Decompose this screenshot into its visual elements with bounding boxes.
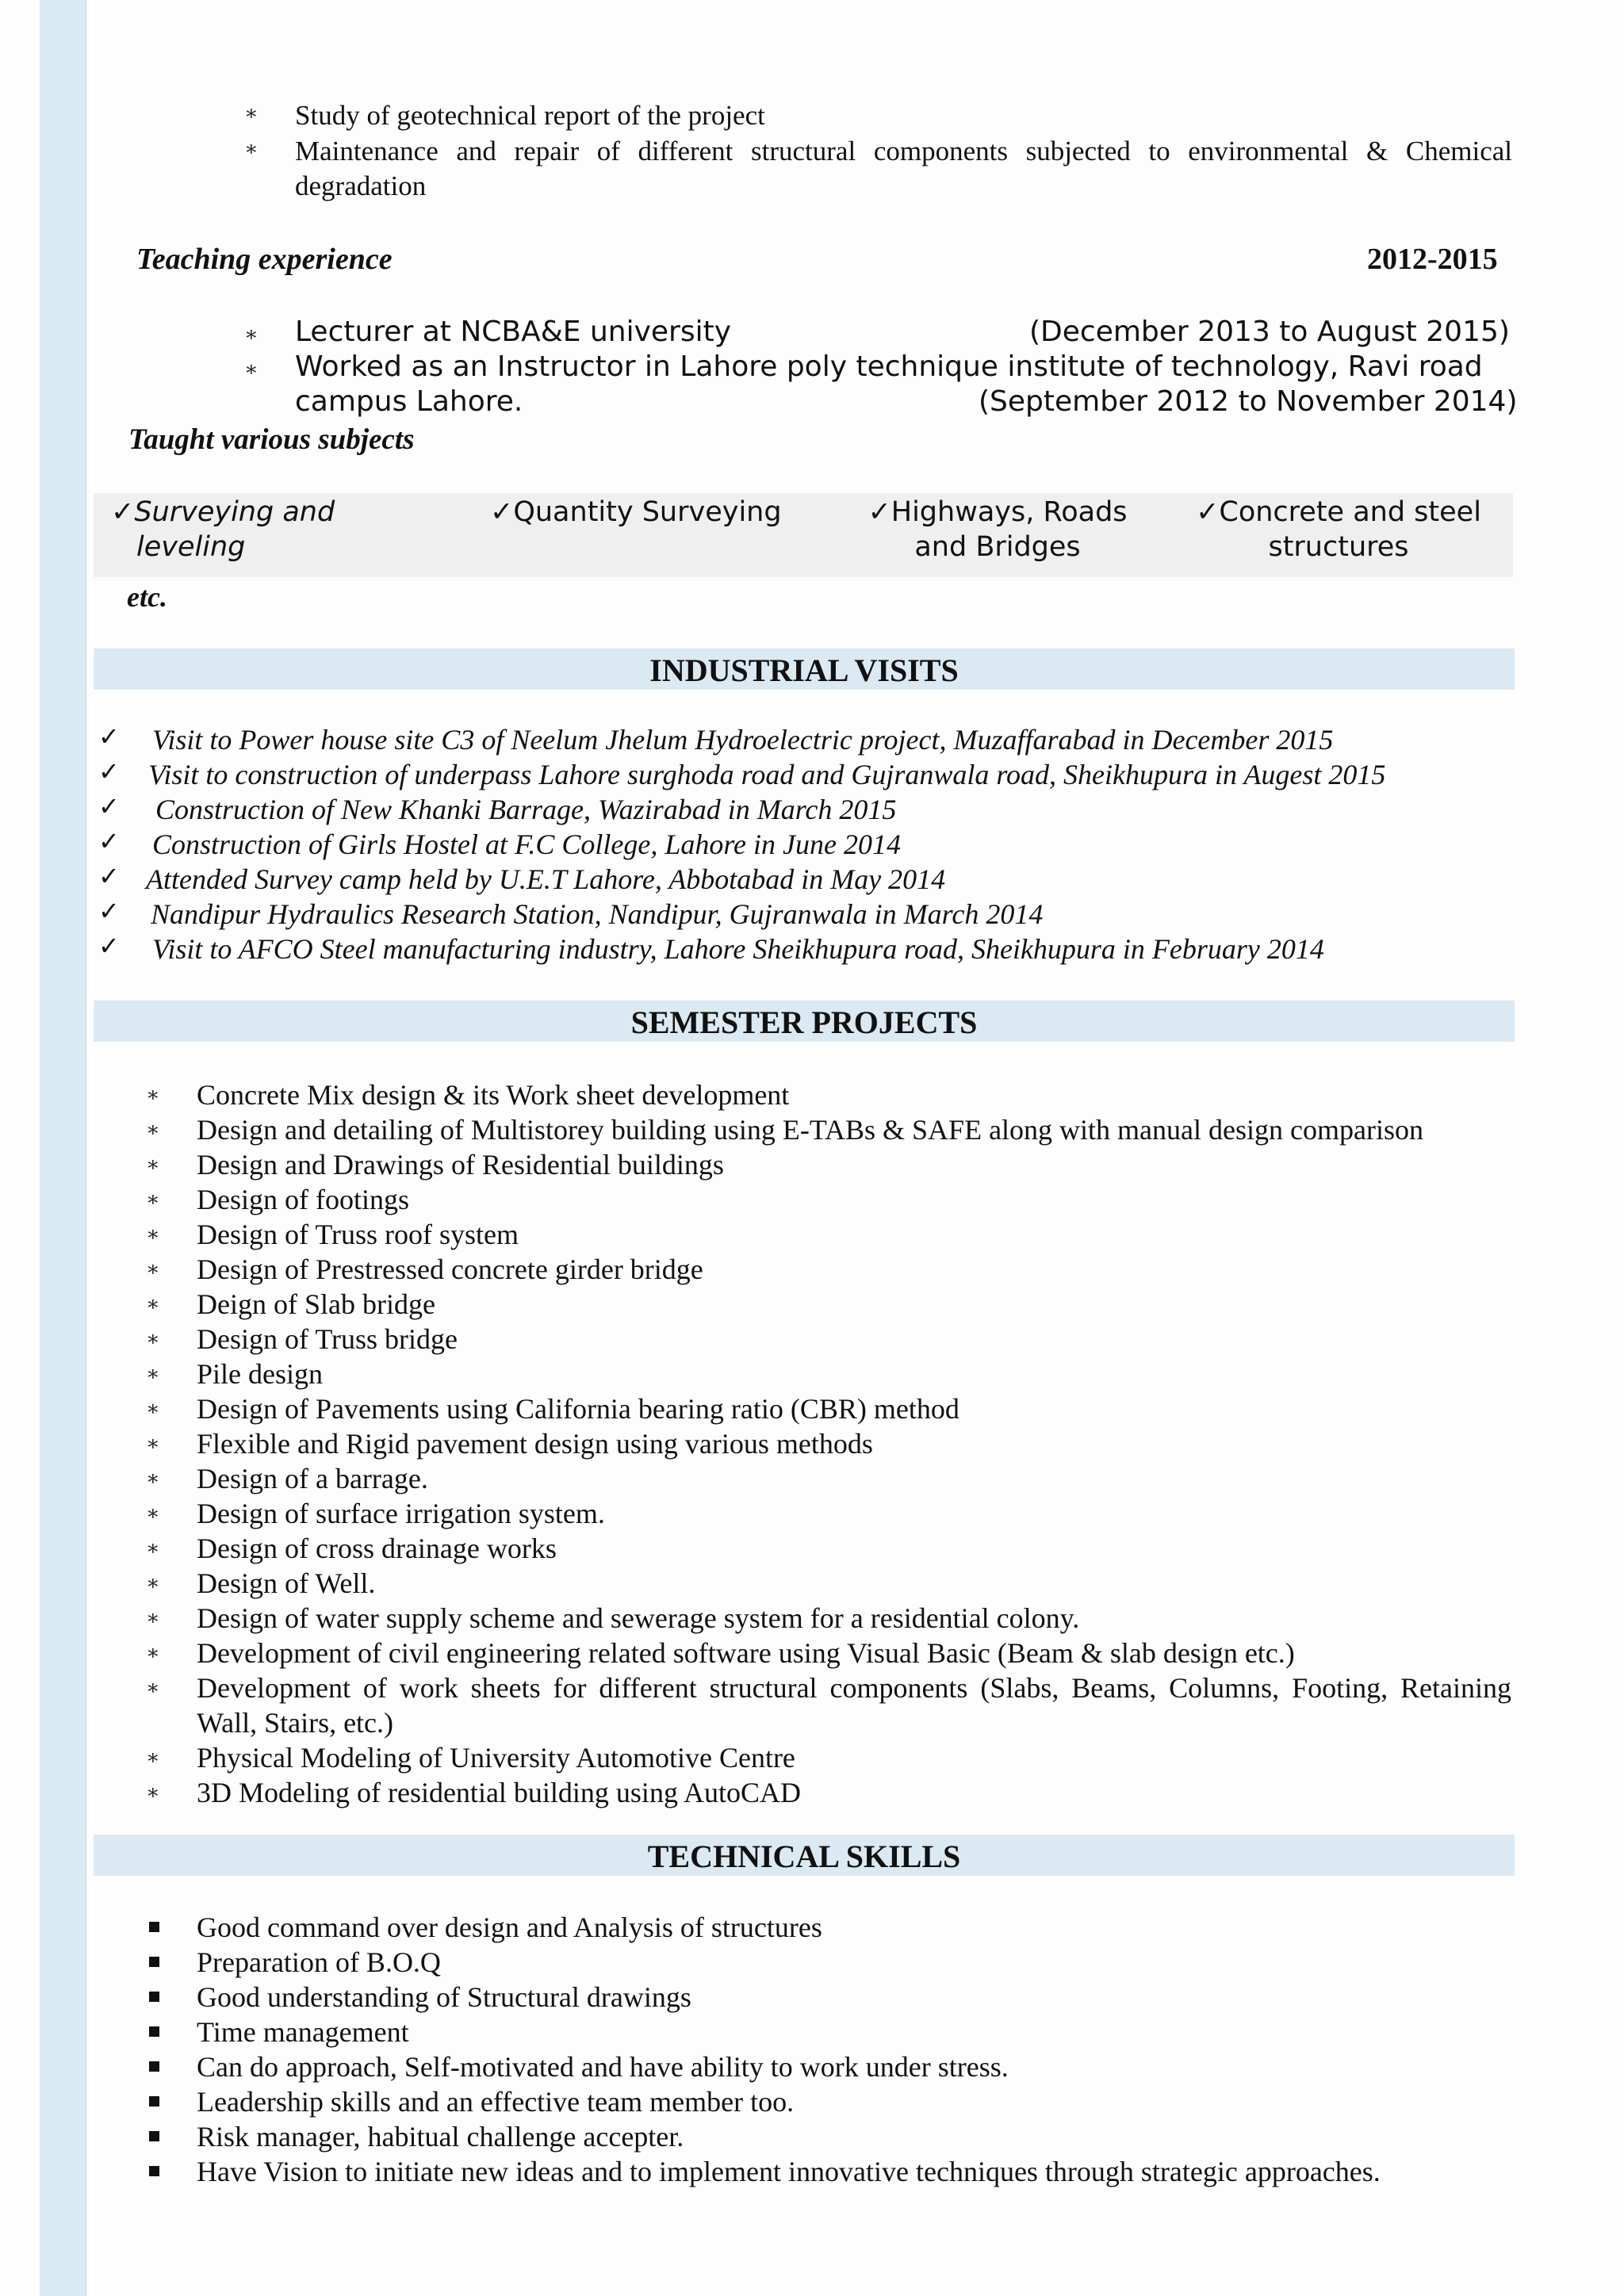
asterisk-bullet-icon: ∗ [146, 1781, 160, 1804]
subject-cell [1172, 495, 1505, 564]
check-icon: ✓ [98, 756, 120, 786]
skill-item: Time management [197, 2016, 409, 2048]
visit-item: Visit to Power house site C3 of Neelum Jhelum Hydroelectric project, Muzaffarabad in December 2015 [152, 724, 1334, 756]
subject-line: structures [1268, 531, 1409, 563]
check-icon: ✓ [98, 721, 120, 752]
project-item: Design of Truss roof system [197, 1219, 519, 1250]
skill-item: Good understanding of Structural drawings [197, 1981, 691, 2013]
project-item-continuation: Wall, Stairs, etc.) [197, 1707, 394, 1739]
subjects-heading: Taught various subjects [128, 423, 415, 456]
asterisk-bullet-icon: ∗ [146, 1502, 160, 1525]
teaching-years: 2012-2015 [1367, 243, 1498, 276]
project-item: Development of work sheets for different structural components (Slabs, Beams, Columns, Footing, Retaining [197, 1672, 1511, 1704]
technical-skills-heading: TECHNICAL SKILLS [94, 1835, 1515, 1876]
check-icon: ✓ [98, 826, 120, 856]
skill-item: Good command over design and Analysis of structures [197, 1911, 822, 1943]
project-item: 3D Modeling of residential building using AutoCAD [197, 1777, 801, 1808]
asterisk-bullet-icon: ∗ [146, 1606, 160, 1629]
check-icon: ✓ [868, 496, 891, 528]
semester-projects-heading: SEMESTER PROJECTS [94, 1001, 1515, 1042]
project-item: Design and Drawings of Residential buildings [197, 1149, 724, 1181]
asterisk-bullet-icon: ∗ [146, 1746, 160, 1769]
project-item: Design and detailing of Multistorey building using E-TABs & SAFE along with manual design comparison [197, 1114, 1423, 1146]
project-item: Pile design [197, 1358, 323, 1390]
asterisk-bullet-icon: ∗ [244, 358, 259, 381]
project-item: Design of water supply scheme and sewerage system for a residential colony. [197, 1602, 1080, 1634]
square-bullet-icon [149, 1992, 159, 2002]
asterisk-bullet-icon: ∗ [146, 1188, 160, 1211]
project-item: Flexible and Rigid pavement design using various methods [197, 1428, 873, 1460]
project-item: Design of a barrage. [197, 1463, 428, 1494]
teaching-item-text: Worked as an Instructor in Lahore poly technique institute of technology, Ravi road [295, 350, 1483, 383]
project-item: Design of footings [197, 1184, 409, 1215]
check-icon: ✓ [1196, 496, 1220, 528]
square-bullet-icon [149, 2026, 159, 2037]
visit-item: Visit to construction of underpass Lahore surghoda road and Gujranwala road, Sheikhupura in Augest 2015 [148, 759, 1386, 790]
visit-item: Construction of Girls Hostel at F.C College, Lahore in June 2014 [152, 828, 901, 860]
skill-item: Can do approach, Self-motivated and have ability to work under stress. [197, 2051, 1009, 2083]
project-item: Deign of Slab bridge [197, 1288, 435, 1320]
asterisk-bullet-icon: ∗ [146, 1676, 160, 1699]
subject-line: Surveying and [134, 496, 335, 528]
industrial-visits-heading: INDUSTRIAL VISITS [94, 649, 1515, 690]
visit-item: Nandipur Hydraulics Research Station, Nandipur, Gujranwala in March 2014 [151, 898, 1044, 930]
project-item: Design of surface irrigation system. [197, 1498, 605, 1529]
square-bullet-icon [149, 1957, 159, 1967]
check-icon: ✓ [98, 931, 120, 961]
left-margin-stripe [40, 0, 86, 2296]
check-icon: ✓ [98, 896, 120, 926]
experience-item-continuation: degradation [295, 170, 427, 201]
asterisk-bullet-icon: ∗ [146, 1153, 160, 1176]
subjects-table [94, 493, 1513, 577]
subject-cell [490, 495, 782, 530]
visit-item: Attended Survey camp held by U.E.T Lahore, Abbotabad in May 2014 [146, 863, 946, 895]
asterisk-bullet-icon: ∗ [146, 1397, 160, 1420]
skill-item: Risk manager, habitual challenge accepter. [197, 2121, 684, 2152]
asterisk-bullet-icon: ∗ [146, 1083, 160, 1106]
check-icon: ✓ [98, 791, 120, 821]
experience-item: Study of geotechnical report of the project [295, 100, 765, 131]
asterisk-bullet-icon: ∗ [146, 1327, 160, 1350]
project-item: Design of Prestressed concrete girder bridge [197, 1253, 703, 1285]
square-bullet-icon [149, 2061, 159, 2072]
subject-cell [847, 495, 1148, 564]
visit-item: Construction of New Khanki Barrage, Wazirabad in March 2015 [155, 794, 897, 825]
skill-item: Leadership skills and an effective team member too. [197, 2086, 795, 2118]
subject-cell [111, 495, 335, 564]
subjects-etc: etc. [127, 581, 167, 613]
asterisk-bullet-icon: ∗ [146, 1432, 160, 1455]
check-icon: ✓ [98, 861, 120, 891]
asterisk-bullet-icon: ∗ [146, 1118, 160, 1141]
project-item: Concrete Mix design & its Work sheet development [197, 1079, 790, 1111]
project-item: Physical Modeling of University Automotive Centre [197, 1742, 795, 1774]
asterisk-bullet-icon: ∗ [146, 1467, 160, 1490]
subject-line: Quantity Surveying [513, 496, 782, 528]
teaching-item-date: (September 2012 to November 2014) [979, 385, 1518, 418]
skill-item: Preparation of B.O.Q [197, 1946, 441, 1978]
asterisk-bullet-icon: ∗ [146, 1223, 160, 1246]
asterisk-bullet-icon: ∗ [244, 137, 259, 160]
asterisk-bullet-icon: ∗ [244, 101, 259, 124]
subject-line: Highways, Roads [891, 496, 1128, 528]
project-item: Design of Pavements using California bearing ratio (CBR) method [197, 1393, 959, 1425]
square-bullet-icon [149, 2166, 159, 2176]
teaching-item-text-continued: campus Lahore. [295, 385, 523, 418]
teaching-item-text: Lecturer at NCBA&E university [295, 316, 732, 348]
project-item: Design of Truss bridge [197, 1323, 458, 1355]
project-item: Design of Well. [197, 1567, 376, 1599]
subject-line: and Bridges [914, 531, 1081, 563]
teaching-item-date: (December 2013 to August 2015) [1029, 316, 1510, 348]
asterisk-bullet-icon: ∗ [146, 1257, 160, 1280]
visit-item: Visit to AFCO Steel manufacturing industry, Lahore Sheikhupura road, Sheikhupura in February 2014 [152, 933, 1324, 965]
experience-item: Maintenance and repair of different structural components subjected to environmental & Chemical [295, 136, 1512, 166]
subject-line: Concrete and steel [1219, 496, 1481, 528]
square-bullet-icon [149, 1922, 159, 1932]
project-item: Design of cross drainage works [197, 1533, 557, 1564]
skill-item: Have Vision to initiate new ideas and to implement innovative techniques through strategic approaches. [197, 2156, 1381, 2187]
teaching-heading: Teaching experience [136, 243, 393, 276]
square-bullet-icon [149, 2096, 159, 2107]
square-bullet-icon [149, 2131, 159, 2141]
asterisk-bullet-icon: ∗ [146, 1536, 160, 1559]
check-icon: ✓ [490, 496, 514, 528]
project-item: Development of civil engineering related software using Visual Basic (Beam & slab design etc.) [197, 1637, 1295, 1669]
asterisk-bullet-icon: ∗ [146, 1292, 160, 1315]
subject-line: leveling [136, 531, 246, 563]
check-icon: ✓ [111, 496, 135, 528]
asterisk-bullet-icon: ∗ [244, 323, 259, 346]
asterisk-bullet-icon: ∗ [146, 1571, 160, 1594]
asterisk-bullet-icon: ∗ [146, 1641, 160, 1664]
asterisk-bullet-icon: ∗ [146, 1362, 160, 1385]
